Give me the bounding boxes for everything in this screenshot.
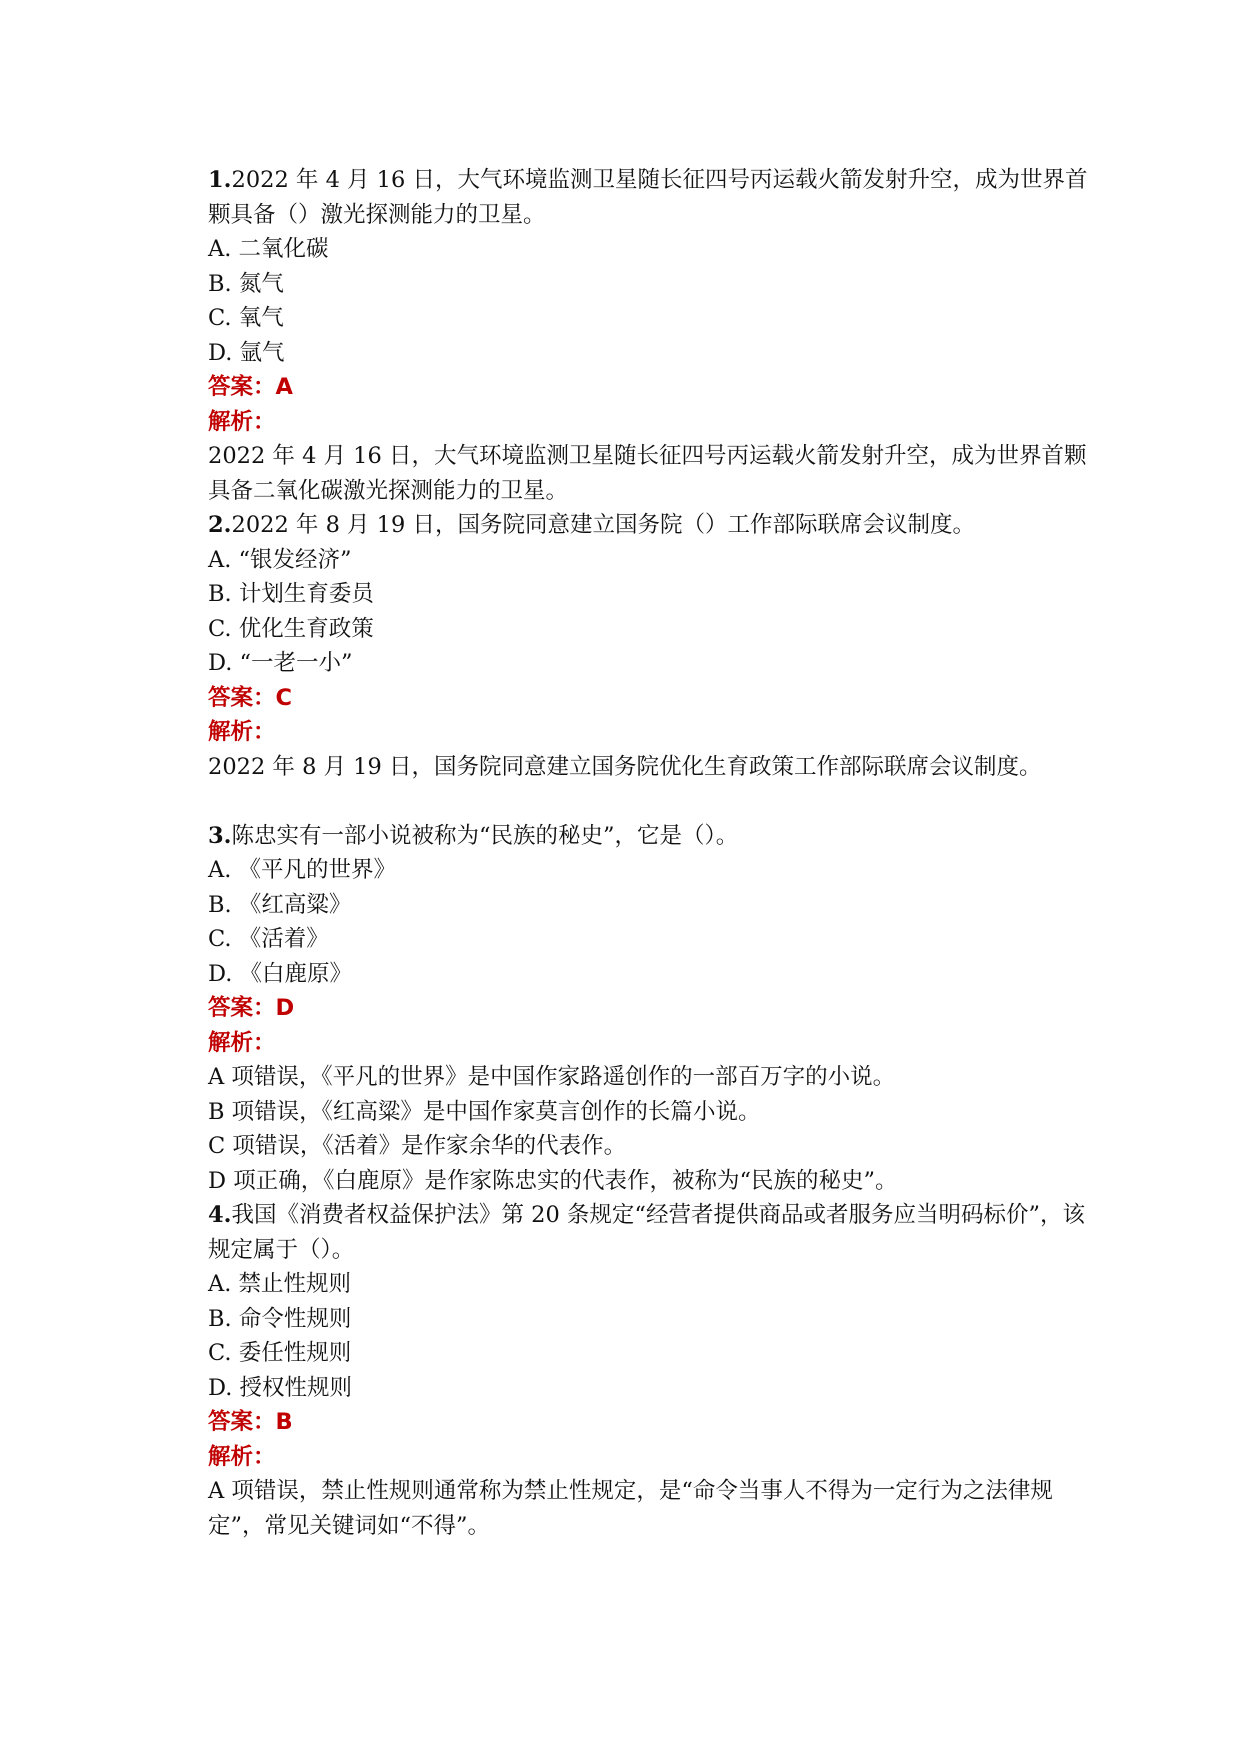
analysis-label: 解析： — [208, 719, 276, 745]
document-page — [160, 163, 1090, 1543]
answer-key: 答案：B — [208, 1409, 293, 1435]
question-text: 2022 年 4 月 16 日，大气环境监测卫星随长征四号丙运载火箭发射升空，成为世界首颗具备（）激光探测能力的卫星。 — [208, 167, 1088, 228]
analysis-text: D 项正确，《白鹿原》是作家陈忠实的代表作，被称为“民族的秘史”。 — [208, 1167, 898, 1194]
analysis-label: 解析： — [208, 1443, 276, 1470]
analysis-label: 解析： — [208, 1029, 276, 1056]
option-b: B. 计划生育委员 — [208, 581, 374, 607]
option-c: C. 《活着》 — [208, 926, 329, 952]
option-d: D. 《白鹿原》 — [208, 960, 353, 987]
question-number: 1. — [208, 167, 232, 193]
question-1-stem — [160, 163, 1090, 232]
option-c: C. 委任性规则 — [208, 1340, 352, 1366]
option-b: B. 氮气 — [208, 270, 284, 297]
question-2-stem — [160, 508, 1090, 543]
option-a: A. 禁止性规则 — [208, 1271, 352, 1297]
option-c: C. 氧气 — [208, 305, 284, 331]
option-d: D. 氩气 — [208, 339, 285, 366]
option-c: C. 优化生育政策 — [208, 615, 374, 642]
option-b: B. 《红高粱》 — [208, 891, 352, 918]
question-text: 我国《消费者权益保护法》第 20 条规定“经营者提供商品或者服务应当明码标价”，该规定属于（）。 — [208, 1202, 1085, 1263]
analysis-text: 2022 年 4 月 16 日，大气环境监测卫星随长征四号丙运载火箭发射升空，成为世界首颗具备二氧化碳激光探测能力的卫星。 — [208, 443, 1087, 504]
analysis-text: B 项错误，《红高粱》是中国作家莫言创作的长篇小说。 — [208, 1098, 761, 1125]
answer-key: 答案：C — [208, 684, 293, 711]
option-b: B. 命令性规则 — [208, 1305, 352, 1332]
analysis-label: 解析： — [208, 408, 276, 435]
question-text: 2022 年 8 月 19 日，国务院同意建立国务院（）工作部际联席会议制度。 — [231, 512, 975, 538]
analysis-text: A 项错误，禁止性规则通常称为禁止性规定，是“命令当事人不得为一定行为之法律规定”，常见关键词如“不得”。 — [208, 1478, 1053, 1539]
option-d: D. 授权性规则 — [208, 1374, 353, 1401]
answer-key: 答案：A — [208, 374, 293, 400]
question-number: 3. — [208, 822, 232, 849]
option-d: D. “一老一小” — [208, 650, 353, 676]
question-number: 4. — [208, 1202, 232, 1228]
analysis-text: C 项错误，《活着》是作家余华的代表作。 — [208, 1133, 627, 1159]
question-number: 2. — [208, 512, 232, 538]
option-a: A. 《平凡的世界》 — [208, 857, 397, 883]
analysis-text: A 项错误，《平凡的世界》是中国作家路遥创作的一部百万字的小说。 — [208, 1064, 896, 1090]
question-3-stem — [160, 819, 1090, 854]
question-text: 陈忠实有一部小说被称为“民族的秘史”，它是（）。 — [231, 822, 739, 849]
option-a: A. “银发经济” — [208, 546, 352, 573]
answer-key: 答案：D — [208, 995, 295, 1021]
analysis-text: 2022 年 8 月 19 日，国务院同意建立国务院优化生育政策工作部际联席会议制度。 — [208, 753, 1042, 780]
blank-line — [160, 784, 1090, 819]
option-a: A. 二氧化碳 — [208, 236, 329, 262]
question-4-stem — [160, 1198, 1090, 1267]
